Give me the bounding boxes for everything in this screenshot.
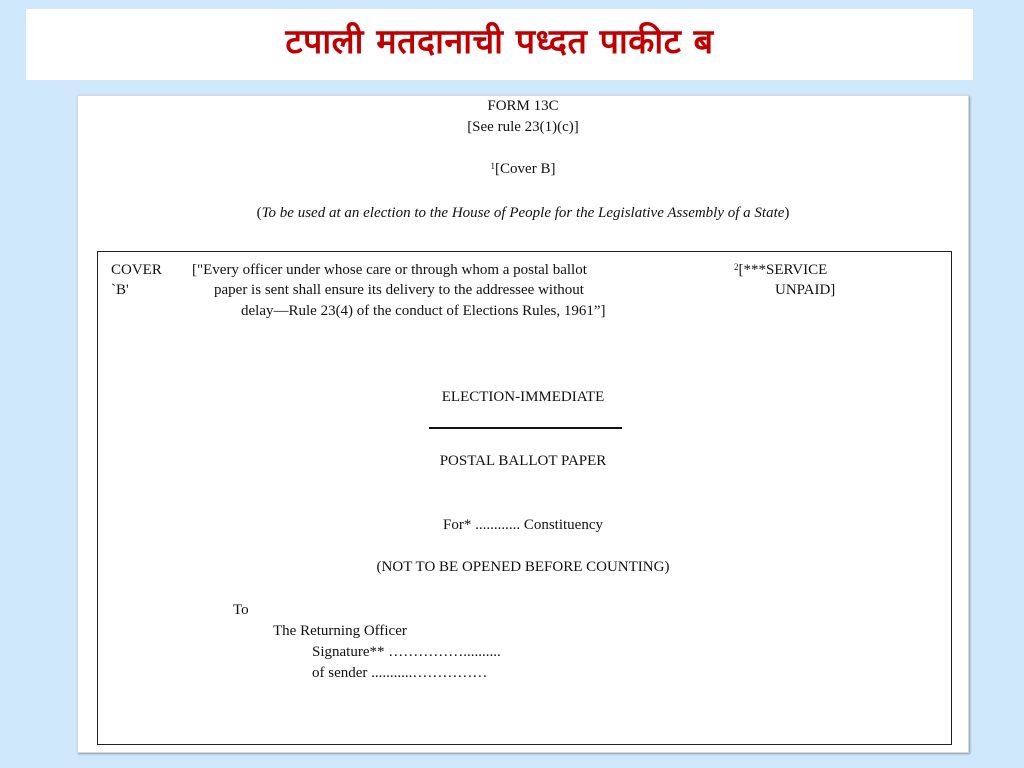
postal-ballot-heading: POSTAL BALLOT PAPER [439, 453, 607, 469]
cover-b-box [97, 251, 952, 745]
usage-note [78, 204, 968, 222]
cover-label-line1: COVER [111, 262, 162, 278]
cover-label-line2: `B' [111, 282, 129, 298]
cover-title [78, 160, 968, 178]
service-line1 [734, 261, 827, 279]
to-label: To [233, 602, 249, 618]
service-text: [***SERVICE [738, 262, 828, 278]
slide-title: टपाली मतदानाची पध्दत पाकीट ब [285, 21, 714, 62]
heading-underline [429, 427, 622, 429]
usage-open-paren: ( [256, 205, 262, 221]
instruction-line1: ["Every officer under whose care or through whom a postal ballot [192, 262, 587, 278]
slide-title-bar [26, 9, 973, 80]
election-immediate-heading: ELECTION-IMMEDIATE [441, 389, 605, 405]
usage-close-paren: ) [784, 205, 790, 221]
form-document [77, 95, 969, 753]
service-line2: UNPAID] [775, 282, 836, 298]
rule-reference: [See rule 23(1)(c)] [467, 119, 579, 135]
constituency-line: For* ............ Constituency [443, 517, 603, 533]
cover-title-text: [Cover B] [495, 161, 556, 177]
footnote-marker-2: 2 [734, 262, 739, 272]
instruction-line3: delay—Rule 23(4) of the conduct of Elections Rules, 1961”] [241, 303, 606, 319]
not-opened-notice: (NOT TO BE OPENED BEFORE COUNTING) [376, 559, 670, 575]
footnote-marker-1: 1 [490, 161, 496, 171]
sender-line: of sender ...........…………… [312, 665, 488, 681]
usage-note-text: To be used at an election to the House of People for the Legislative Assembly of a State [261, 205, 785, 221]
instruction-line2: paper is sent shall ensure its delivery to the addressee without [214, 282, 584, 298]
addressee-returning-officer: The Returning Officer [273, 623, 407, 639]
signature-line: Signature** …………….......... [312, 644, 501, 660]
form-number: FORM 13C [487, 98, 559, 114]
